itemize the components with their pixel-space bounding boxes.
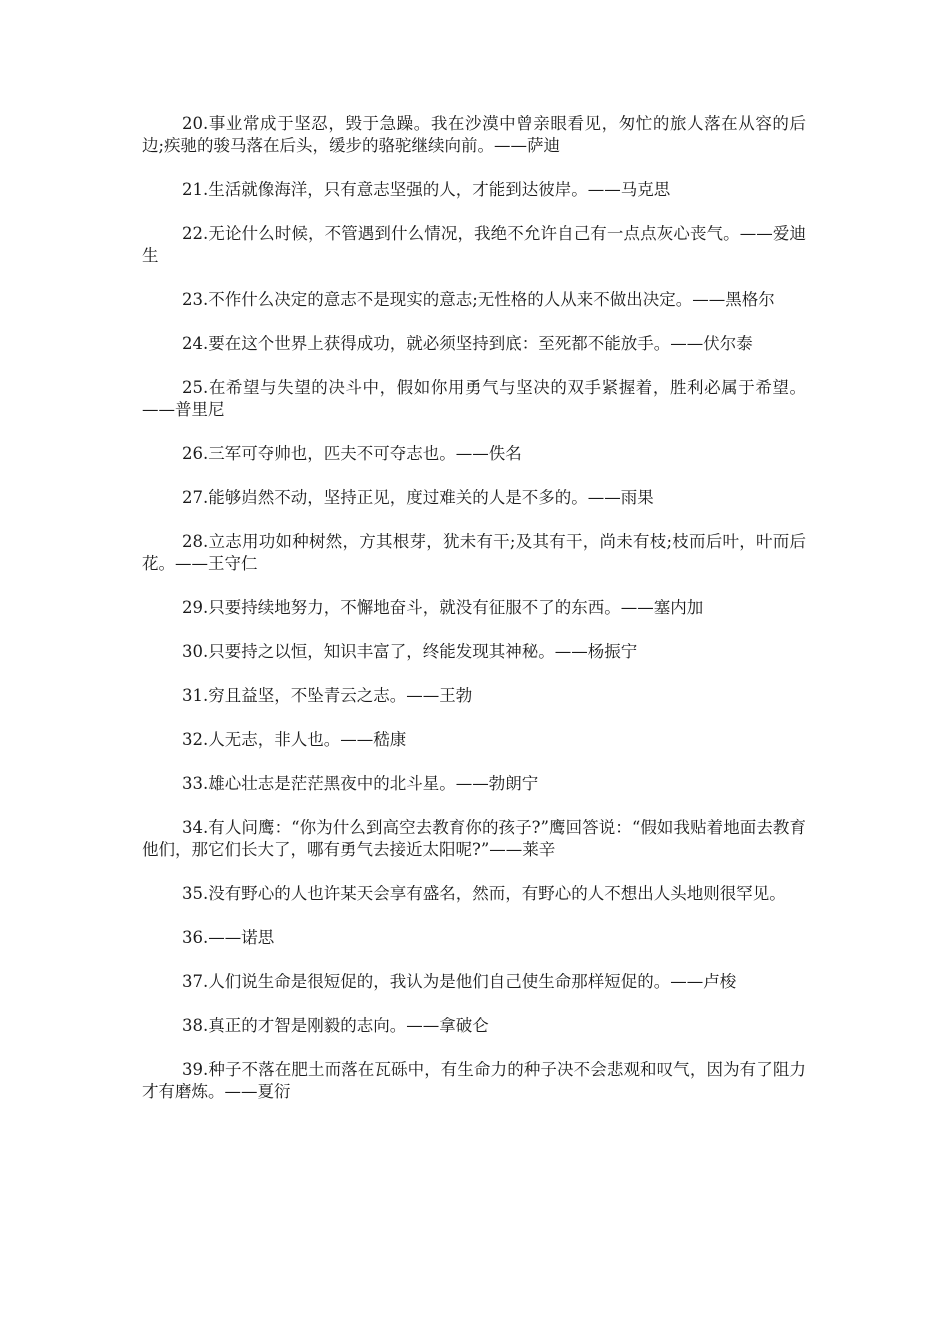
quote-paragraph: 33.雄心壮志是茫茫黑夜中的北斗星。——勃朗宁 <box>182 774 539 793</box>
quote-paragraph: 20.事业常成于坚忍，毁于急躁。我在沙漠中曾亲眼看见，匆忙的旅人落在从容的后边;疾驰的骏马落在后头，缓步的骆驼继续向前。——萨迪 <box>142 114 806 155</box>
quote-paragraph: 38.真正的才智是刚毅的志向。——拿破仑 <box>182 1016 489 1035</box>
quote-paragraph: 21.生活就像海洋，只有意志坚强的人，才能到达彼岸。——马克思 <box>182 180 671 199</box>
quote-paragraph: 24.要在这个世界上获得成功，就必须坚持到底：至死都不能放手。——伏尔泰 <box>182 334 753 353</box>
quote-paragraph: 25.在希望与失望的决斗中，假如你用勇气与坚决的双手紧握着，胜利必属于希望。——普里尼 <box>142 378 806 419</box>
quote-paragraph: 26.三军可夺帅也，匹夫不可夺志也。——佚名 <box>182 444 522 463</box>
quote-paragraph: 29.只要持续地努力，不懈地奋斗，就没有征服不了的东西。——塞内加 <box>182 598 704 617</box>
quote-paragraph: 32.人无志，非人也。——嵇康 <box>182 730 407 749</box>
quote-paragraph: 34.有人问鹰：“你为什么到高空去教育你的孩子?”鹰回答说：“假如我贴着地面去教育他们，那它们长大了，哪有勇气去接近太阳呢?”——莱辛 <box>142 818 806 859</box>
quote-paragraph: 39.种子不落在肥土而落在瓦砾中，有生命力的种子决不会悲观和叹气，因为有了阻力才有磨炼。——夏衍 <box>142 1060 806 1101</box>
quote-paragraph: 37.人们说生命是很短促的，我认为是他们自己使生命那样短促的。——卢梭 <box>182 972 737 991</box>
quote-paragraph: 31.穷且益坚，不坠青云之志。——王勃 <box>182 686 473 705</box>
quote-paragraph: 27.能够岿然不动，坚持正见，度过难关的人是不多的。——雨果 <box>182 488 654 507</box>
quote-paragraph: 30.只要持之以恒，知识丰富了，终能发现其神秘。——杨振宁 <box>182 642 638 661</box>
quote-paragraph: 22.无论什么时候，不管遇到什么情况，我绝不允许自己有一点点灰心丧气。——爱迪生 <box>142 224 806 265</box>
quote-paragraph: 23.不作什么决定的意志不是现实的意志;无性格的人从来不做出决定。——黑格尔 <box>182 290 775 309</box>
quote-list <box>142 113 806 1125</box>
quote-paragraph: 28.立志用功如种树然，方其根芽，犹未有干;及其有干，尚未有枝;枝而后叶，叶而后花。——王守仁 <box>142 532 806 573</box>
quote-paragraph: 36.——诺思 <box>182 928 275 947</box>
quote-paragraph: 35.没有野心的人也许某天会享有盛名，然而，有野心的人不想出人头地则很罕见。 <box>182 884 786 903</box>
